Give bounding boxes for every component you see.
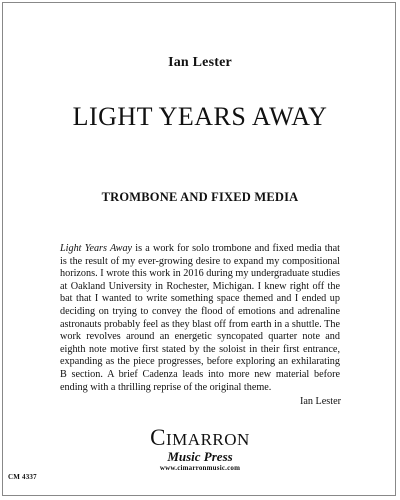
program-notes [60,243,340,394]
program-notes-body: is a work for solo trombone and fixed media that is the result of my ever-growing desire to expand my compositional horizons. I wrote this work in 2016 during my undergraduate studies at Oakland University in Rochester, Michigan. I knew right off the bat that I wanted to write something space themed and I ended up deciding on trying to convey the flood of emotions and adrenaline astronauts probably feel as they blast off from earth in a shuttle. The work revolves around an energetic syncopated quarter note and eighth note motive first stated by the soloist in their first entrance, expanding as the piece progresses, before exploring an exhilarating B section. A brief Cadenza leads into more new material before ending with a thrilling reprise of the original theme. [60,243,340,393]
publisher-logo [0,425,400,473]
publisher-name [0,425,400,450]
program-notes-work-title: Light Years Away [60,243,133,254]
publisher-name-initial: C [150,425,167,450]
program-notes-signature: Ian Lester [299,396,341,407]
instrumentation: TROMBONE AND FIXED MEDIA [101,190,299,204]
publisher-name-rest: IMARRON [166,430,250,449]
publisher-press: Music Press [167,449,233,464]
piece-title: LIGHT YEARS AWAY [72,102,328,131]
catalog-number: CM 4337 [8,473,37,481]
publisher-url: www.cimarronmusic.com [159,464,241,472]
composer-name: Ian Lester [168,55,232,70]
